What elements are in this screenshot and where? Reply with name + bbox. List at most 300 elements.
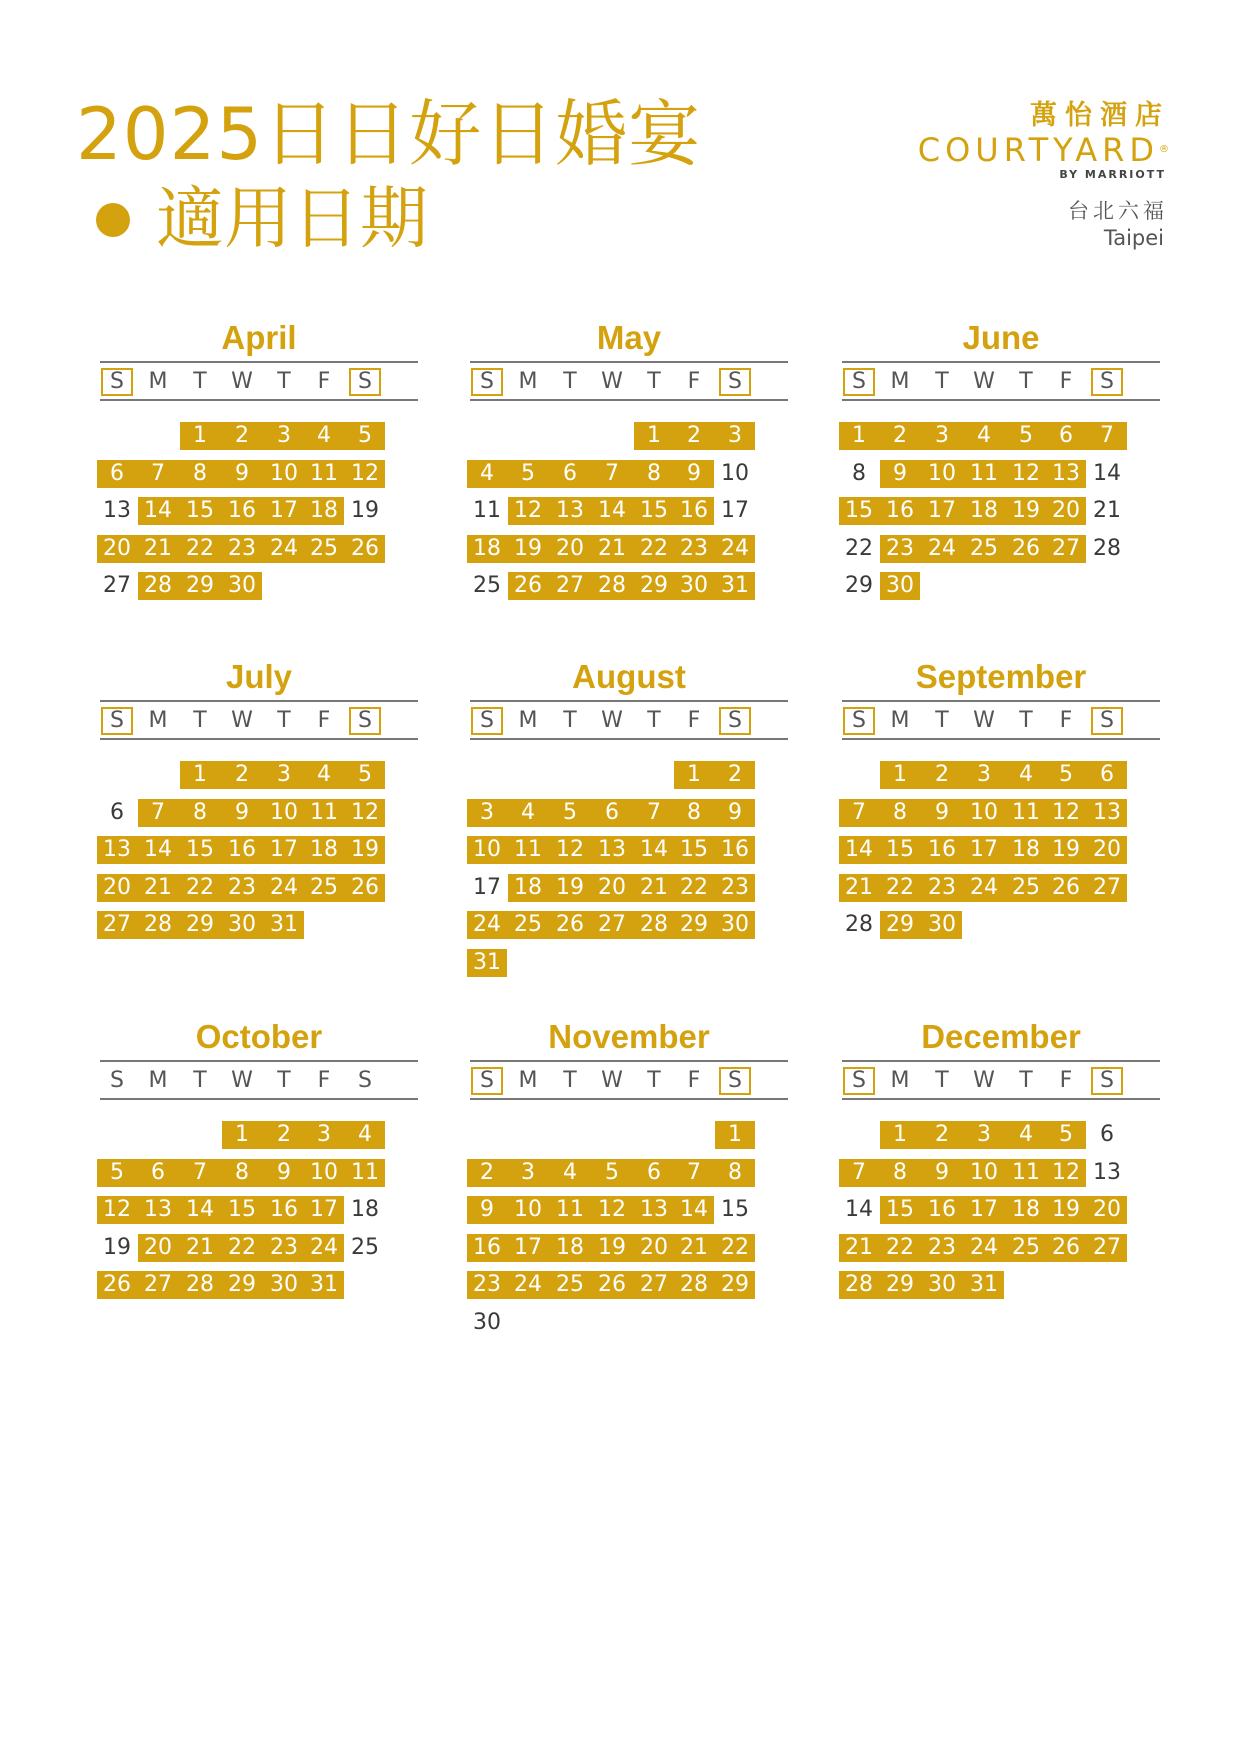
date-available: 25 — [1012, 1234, 1040, 1260]
weekday-header — [842, 700, 1160, 740]
weekday-label: S — [110, 1068, 124, 1093]
date-available: 7 — [852, 799, 866, 825]
date-available: 1 — [193, 762, 207, 787]
date-available: 21 — [680, 1234, 708, 1260]
date-available: 17 — [928, 498, 956, 523]
date-available: 4 — [317, 423, 331, 448]
date-available: 24 — [970, 1234, 998, 1260]
date-available: 27 — [556, 573, 584, 598]
date-available: 21 — [845, 1234, 873, 1260]
weekday-label: S — [358, 1068, 372, 1093]
date-available: 7 — [605, 460, 619, 486]
month-september — [842, 657, 1160, 987]
page-title: 2025日日好日婚宴 — [76, 92, 702, 176]
month-july — [100, 657, 418, 987]
weekday-label: M — [890, 708, 910, 733]
date-available: 30 — [928, 912, 956, 937]
date-available: 14 — [598, 498, 626, 523]
weekday-label: M — [518, 1068, 538, 1093]
date-unavailable: 25 — [351, 1234, 379, 1260]
date-available: 29 — [721, 1272, 749, 1297]
date-available: 2 — [235, 762, 249, 787]
date-available: 25 — [310, 535, 338, 561]
weekday-label: T — [647, 369, 661, 394]
date-available: 13 — [598, 837, 626, 862]
date-unavailable: 19 — [103, 1234, 131, 1260]
date-available: 1 — [852, 423, 866, 448]
date-available: 1 — [728, 1122, 742, 1147]
date-available: 20 — [103, 535, 131, 561]
date-available: 21 — [598, 535, 626, 561]
date-available: 14 — [845, 837, 873, 862]
date-available: 15 — [186, 498, 214, 523]
date-available: 2 — [935, 1122, 949, 1147]
month-name: September — [915, 658, 1087, 695]
date-available: 15 — [186, 837, 214, 862]
date-available: 8 — [235, 1159, 249, 1185]
date-available: 24 — [270, 874, 298, 900]
date-available: 27 — [1093, 874, 1121, 900]
weekday-label: M — [518, 369, 538, 394]
date-available: 12 — [1052, 799, 1080, 825]
date-available: 18 — [473, 535, 501, 561]
date-available: 7 — [151, 799, 165, 825]
date-available: 31 — [970, 1272, 998, 1297]
date-available: 15 — [886, 837, 914, 862]
month-june — [842, 318, 1160, 648]
date-available: 9 — [728, 799, 742, 825]
weekday-label: T — [935, 1068, 949, 1093]
date-available: 16 — [270, 1197, 298, 1222]
date-available: 6 — [605, 799, 619, 825]
date-available: 9 — [480, 1197, 494, 1222]
date-available: 6 — [563, 460, 577, 486]
weekday-label: S — [101, 368, 133, 396]
date-available: 14 — [680, 1197, 708, 1222]
date-available: 23 — [270, 1234, 298, 1260]
date-available: 28 — [845, 1272, 873, 1297]
date-available: 17 — [310, 1197, 338, 1222]
date-available: 14 — [144, 498, 172, 523]
date-available: 17 — [970, 1197, 998, 1222]
date-available: 3 — [521, 1159, 535, 1185]
weekday-label: T — [1019, 1068, 1033, 1093]
date-available: 16 — [928, 837, 956, 862]
date-available: 28 — [598, 573, 626, 598]
date-available: 24 — [928, 535, 956, 561]
date-available: 11 — [1012, 799, 1040, 825]
date-available: 19 — [598, 1234, 626, 1260]
date-available: 16 — [228, 498, 256, 523]
date-unavailable: 6 — [110, 799, 124, 825]
date-available: 21 — [186, 1234, 214, 1260]
date-available: 3 — [277, 762, 291, 787]
weekday-label: S — [843, 1067, 875, 1095]
date-available: 6 — [647, 1159, 661, 1185]
date-unavailable: 25 — [473, 573, 501, 598]
date-available: 9 — [893, 460, 907, 486]
date-available: 2 — [687, 423, 701, 448]
date-available: 1 — [893, 762, 907, 787]
weekday-header — [842, 361, 1160, 401]
date-available: 25 — [310, 874, 338, 900]
date-unavailable: 15 — [721, 1197, 749, 1222]
date-unavailable: 22 — [845, 535, 873, 561]
date-available: 13 — [144, 1197, 172, 1222]
weekday-label: S — [349, 707, 381, 735]
date-unavailable: 29 — [845, 573, 873, 598]
date-unavailable: 28 — [1093, 535, 1121, 561]
date-available: 18 — [310, 498, 338, 523]
weekday-label: S — [719, 1067, 751, 1095]
weekday-label: F — [687, 708, 701, 733]
date-available: 24 — [473, 912, 501, 937]
date-available: 7 — [687, 1159, 701, 1185]
date-available: 31 — [473, 949, 501, 975]
weekday-label: T — [1019, 369, 1033, 394]
date-available: 6 — [1059, 423, 1073, 448]
date-unavailable: 28 — [845, 912, 873, 937]
date-unavailable: 13 — [103, 498, 131, 523]
date-available: 30 — [886, 573, 914, 598]
date-available: 23 — [886, 535, 914, 561]
weekday-label: F — [317, 1068, 331, 1093]
weekday-label: T — [647, 1068, 661, 1093]
date-available: 21 — [144, 874, 172, 900]
date-available: 7 — [852, 1159, 866, 1185]
weekday-label: T — [277, 708, 291, 733]
logo-brand-text: COURTYARD — [917, 131, 1159, 169]
date-available: 8 — [893, 799, 907, 825]
date-available: 16 — [473, 1234, 501, 1260]
month-name: October — [195, 1018, 323, 1055]
date-available: 8 — [193, 799, 207, 825]
weekday-label: F — [1059, 708, 1073, 733]
weekday-label: W — [601, 1068, 623, 1093]
date-available: 18 — [310, 837, 338, 862]
weekday-label: T — [1019, 708, 1033, 733]
date-available: 10 — [270, 460, 298, 486]
weekday-label: T — [563, 369, 577, 394]
date-available: 6 — [1100, 762, 1114, 787]
date-available: 23 — [228, 874, 256, 900]
date-available: 18 — [514, 874, 542, 900]
date-available: 12 — [1052, 1159, 1080, 1185]
date-available: 25 — [514, 912, 542, 937]
date-available: 5 — [1059, 1122, 1073, 1147]
date-available: 13 — [1052, 460, 1080, 486]
date-available: 29 — [640, 573, 668, 598]
weekday-header — [842, 1060, 1160, 1100]
date-available: 31 — [721, 573, 749, 598]
date-available: 7 — [1100, 423, 1114, 448]
weekday-label: T — [193, 369, 207, 394]
weekday-label: W — [973, 1068, 995, 1093]
date-available: 20 — [556, 535, 584, 561]
date-available: 31 — [270, 912, 298, 937]
weekday-label: M — [148, 369, 168, 394]
date-available: 24 — [514, 1272, 542, 1297]
date-available: 11 — [1012, 1159, 1040, 1185]
date-available: 27 — [144, 1272, 172, 1297]
date-available: 15 — [680, 837, 708, 862]
date-unavailable: 14 — [1093, 460, 1121, 486]
date-available: 8 — [647, 460, 661, 486]
date-available: 9 — [235, 799, 249, 825]
date-available: 3 — [277, 423, 291, 448]
date-available: 15 — [845, 498, 873, 523]
date-available: 20 — [1093, 1197, 1121, 1222]
date-available: 27 — [598, 912, 626, 937]
date-available: 1 — [893, 1122, 907, 1147]
weekday-label: F — [687, 369, 701, 394]
date-available: 12 — [103, 1197, 131, 1222]
date-available: 11 — [514, 837, 542, 862]
logo-chinese-name: 萬怡酒店 — [1030, 100, 1170, 131]
date-available: 15 — [228, 1197, 256, 1222]
date-available: 16 — [680, 498, 708, 523]
weekday-label: T — [277, 1068, 291, 1093]
weekday-label: S — [719, 707, 751, 735]
weekday-label: M — [148, 1068, 168, 1093]
date-available: 16 — [228, 837, 256, 862]
date-unavailable: 10 — [721, 460, 749, 486]
date-available: 24 — [270, 535, 298, 561]
date-available: 5 — [605, 1159, 619, 1185]
date-available: 17 — [970, 837, 998, 862]
month-august — [470, 657, 788, 987]
date-available: 8 — [193, 460, 207, 486]
weekday-header — [470, 1060, 788, 1100]
month-november — [470, 1017, 788, 1347]
weekday-label: F — [317, 369, 331, 394]
date-available: 3 — [977, 1122, 991, 1147]
weekday-label: T — [563, 708, 577, 733]
date-available: 19 — [1052, 837, 1080, 862]
date-available: 16 — [928, 1197, 956, 1222]
date-available: 9 — [277, 1159, 291, 1185]
date-available: 20 — [598, 874, 626, 900]
weekday-label: T — [193, 708, 207, 733]
weekday-label: F — [687, 1068, 701, 1093]
date-available: 23 — [928, 874, 956, 900]
weekday-label: T — [563, 1068, 577, 1093]
date-available: 18 — [1012, 837, 1040, 862]
weekday-label: W — [601, 708, 623, 733]
date-available: 20 — [1052, 498, 1080, 523]
month-october — [100, 1017, 418, 1347]
date-available: 17 — [514, 1234, 542, 1260]
month-april — [100, 318, 418, 648]
date-available: 26 — [1012, 535, 1040, 561]
month-may — [470, 318, 788, 648]
date-available: 11 — [351, 1159, 379, 1185]
date-available: 24 — [970, 874, 998, 900]
date-available: 30 — [228, 912, 256, 937]
date-available: 28 — [680, 1272, 708, 1297]
date-available: 14 — [640, 837, 668, 862]
weekday-label: S — [101, 707, 133, 735]
date-unavailable: 13 — [1093, 1159, 1121, 1185]
date-available: 26 — [598, 1272, 626, 1297]
date-available: 30 — [680, 573, 708, 598]
date-available: 17 — [270, 498, 298, 523]
date-available: 7 — [151, 460, 165, 486]
date-available: 26 — [1052, 1234, 1080, 1260]
date-available: 10 — [514, 1197, 542, 1222]
weekday-label: F — [1059, 369, 1073, 394]
weekday-label: M — [518, 708, 538, 733]
weekday-label: S — [1091, 1067, 1123, 1095]
date-available: 11 — [310, 799, 338, 825]
date-unavailable: 30 — [473, 1309, 501, 1335]
date-available: 7 — [193, 1159, 207, 1185]
date-available: 15 — [886, 1197, 914, 1222]
date-unavailable: 21 — [1093, 498, 1121, 523]
month-name: July — [225, 658, 293, 695]
weekday-header — [470, 700, 788, 740]
page-subtitle: 適用日期 — [156, 180, 429, 259]
weekday-label: F — [1059, 1068, 1073, 1093]
date-available: 19 — [351, 837, 379, 862]
date-available: 21 — [845, 874, 873, 900]
date-available: 4 — [1019, 1122, 1033, 1147]
date-available: 30 — [228, 573, 256, 598]
date-available: 5 — [563, 799, 577, 825]
subtitle-row — [96, 180, 428, 260]
date-available: 13 — [1093, 799, 1121, 825]
date-available: 19 — [556, 874, 584, 900]
date-available: 6 — [151, 1159, 165, 1185]
date-available: 9 — [935, 1159, 949, 1185]
date-available: 8 — [687, 799, 701, 825]
month-name: November — [548, 1018, 710, 1055]
month-name: June — [962, 319, 1040, 356]
date-available: 6 — [110, 460, 124, 486]
date-available: 17 — [270, 837, 298, 862]
date-available: 9 — [235, 460, 249, 486]
date-available: 4 — [977, 423, 991, 448]
date-available: 12 — [1012, 460, 1040, 486]
date-available: 16 — [721, 837, 749, 862]
date-available: 23 — [473, 1272, 501, 1297]
date-available: 11 — [556, 1197, 584, 1222]
date-unavailable: 19 — [351, 498, 379, 523]
date-available: 22 — [186, 874, 214, 900]
weekday-label: T — [935, 369, 949, 394]
weekday-label: M — [890, 369, 910, 394]
month-december — [842, 1017, 1160, 1347]
date-available: 2 — [728, 762, 742, 787]
weekday-label: S — [349, 368, 381, 396]
date-available: 19 — [1052, 1197, 1080, 1222]
date-available: 26 — [1052, 874, 1080, 900]
date-available: 29 — [186, 912, 214, 937]
date-available: 26 — [351, 535, 379, 561]
date-available: 4 — [1019, 762, 1033, 787]
weekday-header — [100, 700, 418, 740]
date-available: 4 — [317, 762, 331, 787]
registered-mark: ® — [1159, 144, 1169, 155]
date-available: 20 — [144, 1234, 172, 1260]
date-available: 4 — [358, 1122, 372, 1147]
date-available: 2 — [277, 1122, 291, 1147]
date-available: 5 — [521, 460, 535, 486]
date-available: 30 — [270, 1272, 298, 1297]
date-available: 11 — [970, 460, 998, 486]
weekday-label: S — [719, 368, 751, 396]
weekday-label: W — [973, 369, 995, 394]
date-available: 30 — [928, 1272, 956, 1297]
location-english: Taipei — [1103, 226, 1164, 250]
date-available: 25 — [970, 535, 998, 561]
date-available: 31 — [310, 1272, 338, 1297]
date-available: 1 — [647, 423, 661, 448]
date-available: 27 — [103, 912, 131, 937]
month-name: December — [921, 1018, 1081, 1055]
date-available: 21 — [640, 874, 668, 900]
month-name: April — [221, 319, 297, 356]
date-available: 24 — [310, 1234, 338, 1260]
date-available: 26 — [556, 912, 584, 937]
date-available: 3 — [977, 762, 991, 787]
date-available: 28 — [144, 573, 172, 598]
date-available: 9 — [687, 460, 701, 486]
weekday-label: M — [890, 1068, 910, 1093]
weekday-label: S — [471, 1067, 503, 1095]
date-available: 13 — [556, 498, 584, 523]
date-available: 26 — [103, 1272, 131, 1297]
date-available: 3 — [317, 1122, 331, 1147]
date-available: 20 — [640, 1234, 668, 1260]
date-available: 10 — [270, 799, 298, 825]
date-available: 26 — [514, 573, 542, 598]
date-available: 3 — [728, 423, 742, 448]
date-available: 10 — [310, 1159, 338, 1185]
logo-by-marriott: BY MARRIOTT — [1059, 168, 1166, 181]
date-available: 29 — [680, 912, 708, 937]
date-available: 1 — [235, 1122, 249, 1147]
weekday-label: S — [471, 707, 503, 735]
date-available: 29 — [886, 912, 914, 937]
month-name: May — [596, 319, 662, 356]
date-available: 18 — [1012, 1197, 1040, 1222]
date-unavailable: 27 — [103, 573, 131, 598]
date-unavailable: 6 — [1100, 1122, 1114, 1147]
weekday-label: W — [231, 1068, 253, 1093]
date-available: 5 — [110, 1159, 124, 1185]
date-available: 10 — [970, 799, 998, 825]
date-available: 5 — [358, 423, 372, 448]
date-available: 14 — [186, 1197, 214, 1222]
weekday-label: T — [935, 708, 949, 733]
date-available: 14 — [144, 837, 172, 862]
date-available: 22 — [228, 1234, 256, 1260]
date-available: 26 — [351, 874, 379, 900]
date-available: 5 — [1019, 423, 1033, 448]
date-available: 29 — [886, 1272, 914, 1297]
hotel-logo — [917, 100, 1170, 182]
date-available: 3 — [935, 423, 949, 448]
weekday-label: W — [973, 708, 995, 733]
date-available: 27 — [640, 1272, 668, 1297]
date-available: 9 — [935, 799, 949, 825]
date-available: 1 — [687, 762, 701, 787]
date-available: 25 — [556, 1272, 584, 1297]
date-available: 23 — [721, 874, 749, 900]
date-available: 12 — [351, 460, 379, 486]
date-available: 10 — [970, 1159, 998, 1185]
